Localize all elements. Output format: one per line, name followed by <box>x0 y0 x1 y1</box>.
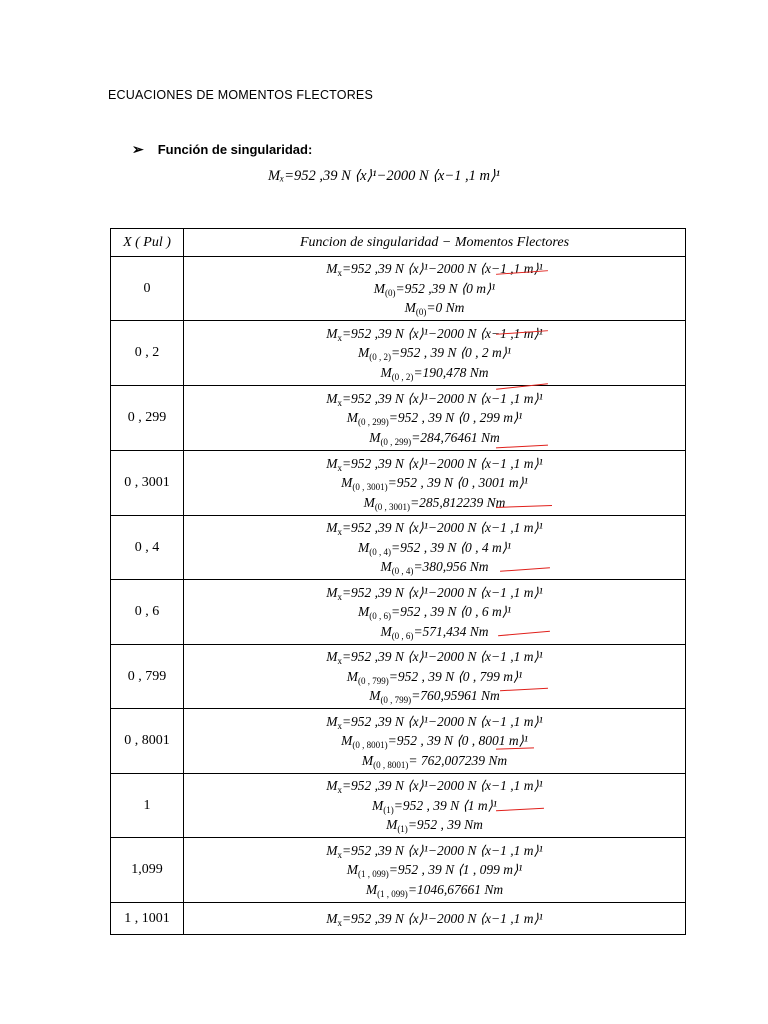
equation-line <box>184 428 685 448</box>
table-row <box>111 257 686 321</box>
equation-text: =952 ,39 N ⟨x⟩¹−2000 N ⟨x−1 ,1 m⟩¹ <box>341 455 543 471</box>
equation-line <box>184 622 685 642</box>
moment-symbol: M <box>326 713 338 729</box>
moment-subscript: (0 , 6) <box>391 630 414 641</box>
moment-subscript: x <box>337 849 342 860</box>
table-row <box>111 645 686 709</box>
moment-symbol: M <box>346 862 358 878</box>
equation-line <box>184 647 685 667</box>
arrow-bullet-icon: ➢ <box>132 141 144 157</box>
moment-subscript: (0 , 799) <box>357 675 389 686</box>
equation-line <box>184 712 685 732</box>
equation-text: =952 ,39 N ⟨x⟩¹−2000 N ⟨x−1 ,1 m⟩¹ <box>341 325 543 341</box>
x-value-cell: 1 <box>111 774 184 838</box>
moment-symbol: M <box>326 520 338 536</box>
x-value-cell: 0 , 299 <box>111 386 184 451</box>
equation-text: =952 ,39 N ⟨x⟩¹−2000 N ⟨x−1 ,1 m⟩¹ <box>341 713 543 729</box>
moment-symbol: M <box>326 910 338 926</box>
moment-symbol: M <box>357 604 370 620</box>
moments-table <box>110 228 686 935</box>
moment-symbol: M <box>346 410 358 426</box>
equation-text: =952 , 39 N ⟨0 , 6 m⟩¹ <box>390 604 512 620</box>
moment-subscript: x <box>337 785 342 796</box>
equation-line <box>184 602 685 622</box>
table-row <box>111 903 686 935</box>
moment-subscript: (0 , 299) <box>380 436 412 447</box>
equation-line <box>184 815 685 835</box>
equation-line <box>184 880 685 900</box>
moment-symbol: M <box>380 623 392 639</box>
equation-text: =952 , 39 N ⟨0 , 4 m⟩¹ <box>390 539 512 555</box>
equation-text: =952 , 39 N ⟨0 , 8001 m⟩¹ <box>387 733 528 749</box>
moment-symbol: M <box>369 429 381 445</box>
equation-text: =952 ,39 N ⟨x⟩¹−2000 N ⟨x−1 ,1 m⟩¹ <box>341 778 543 794</box>
equation-line <box>184 279 685 299</box>
equation-text: =952 , 39 N ⟨0 , 299 m⟩¹ <box>388 410 523 426</box>
x-value-cell: 1 , 1001 <box>111 903 184 935</box>
table-row <box>111 386 686 451</box>
moment-symbol: M <box>326 584 338 600</box>
table-row <box>111 516 686 580</box>
moment-subscript: x <box>337 656 342 667</box>
equation-text: =952 ,39 N ⟨x⟩¹−2000 N ⟨x−1 ,1 m⟩¹ <box>341 520 543 536</box>
x-value-cell: 0 , 3001 <box>111 451 184 516</box>
table-row <box>111 580 686 645</box>
equation-cell <box>184 580 686 645</box>
equation-line <box>184 557 685 577</box>
equation-cell <box>184 516 686 580</box>
moment-symbol: M <box>386 817 398 833</box>
equation-cell <box>184 386 686 451</box>
equation-line <box>184 860 685 880</box>
document-heading: ECUACIONES DE MOMENTOS FLECTORES <box>108 88 374 102</box>
moment-subscript: x <box>337 268 342 279</box>
moment-symbol: M <box>372 797 384 813</box>
moment-symbol: M <box>357 539 370 555</box>
moment-subscript: x <box>337 917 342 928</box>
header-equation: Funcion de singularidad − Momentos Flectores <box>184 229 686 257</box>
equation-text: =952 ,39 N ⟨x⟩¹−2000 N ⟨x−1 ,1 m⟩¹ <box>341 649 543 665</box>
equation-cell <box>184 774 686 838</box>
moment-symbol: M <box>341 733 353 749</box>
equation-text: =284,76461 Nm <box>411 429 500 445</box>
equation-line <box>184 667 685 687</box>
equation-text: =952 ,39 N ⟨x⟩¹−2000 N ⟨x−1 ,1 m⟩¹ <box>341 910 543 926</box>
moment-subscript: (0) <box>384 287 396 298</box>
moment-subscript: x <box>337 720 342 731</box>
moment-symbol: M <box>369 688 381 704</box>
moment-symbol: M <box>404 300 416 316</box>
x-value-cell: 1,099 <box>111 838 184 903</box>
equation-line <box>184 731 685 751</box>
equation-line <box>184 841 685 861</box>
moment-subscript: (0 , 2) <box>391 371 414 382</box>
moment-subscript: (1) <box>397 824 408 835</box>
equation-text: =285,812239 Nm <box>410 494 506 510</box>
equation-line <box>184 493 685 513</box>
equation-text: =952 , 39 Nm <box>407 817 483 833</box>
table-row <box>111 451 686 516</box>
equation-text: =952 ,39 N ⟨x⟩¹−2000 N ⟨x−1 ,1 m⟩¹ <box>341 390 543 406</box>
moment-symbol: M <box>363 494 375 510</box>
equation-text: =952 , 39 N ⟨1 m⟩¹ <box>393 797 497 813</box>
moment-symbol: M <box>380 559 392 575</box>
moment-subscript: (0 , 4) <box>391 566 414 577</box>
moment-subscript: (0 , 8001) <box>352 740 388 751</box>
equation-text: =1046,67661 Nm <box>407 881 504 897</box>
equation-line <box>184 686 685 706</box>
moment-subscript: (0 , 3001) <box>352 482 388 493</box>
x-value-cell: 0 , 2 <box>111 321 184 386</box>
moment-subscript: (1 , 099) <box>377 888 408 899</box>
header-x: X ( Pul ) <box>111 229 184 257</box>
equation-cell <box>184 645 686 709</box>
equation-text: =952 , 39 N ⟨0 , 2 m⟩¹ <box>390 345 512 361</box>
x-value-cell: 0 , 4 <box>111 516 184 580</box>
equation-text: =952 ,39 N ⟨x⟩¹−2000 N ⟨x−1 ,1 m⟩¹ <box>341 584 543 600</box>
moment-subscript: x <box>337 397 342 408</box>
equation-line <box>184 454 685 474</box>
equation-text: =952 , 39 N ⟨1 , 099 m⟩¹ <box>388 862 523 878</box>
equation-text: = 762,007239 Nm <box>408 752 508 768</box>
moment-subscript: x <box>337 591 342 602</box>
moment-symbol: M <box>361 752 374 768</box>
equation-line <box>184 518 685 538</box>
x-value-cell: 0 , 799 <box>111 645 184 709</box>
moment-subscript: (0 , 299) <box>357 417 389 428</box>
equation-text: =952 ,39 N ⟨x⟩¹−2000 N ⟨x−1 ,1 m⟩¹ <box>341 261 543 277</box>
equation-line <box>184 363 685 383</box>
equation-text: =952 , 39 N ⟨0 , 3001 m⟩¹ <box>387 475 528 491</box>
moment-subscript: (0 , 6) <box>369 611 391 622</box>
x-value-cell: 0 <box>111 257 184 321</box>
bullet-item <box>132 141 312 158</box>
table-row <box>111 774 686 838</box>
equation-cell <box>184 257 686 321</box>
moment-symbol: M <box>326 455 338 471</box>
equation-text: =0 Nm <box>426 300 465 316</box>
moment-subscript: (1) <box>383 804 394 815</box>
moment-symbol: M <box>357 345 370 361</box>
equation-cell <box>184 838 686 903</box>
equation-cell <box>184 321 686 386</box>
moment-symbol: M <box>341 475 353 491</box>
table-header-row <box>111 229 686 257</box>
equation-text: =952 ,39 N ⟨0 m⟩¹ <box>395 280 496 296</box>
moment-symbol: M <box>373 280 385 296</box>
equation-line <box>184 796 685 816</box>
equation-text: =190,478 Nm <box>413 364 489 380</box>
x-value-cell: 0 , 8001 <box>111 709 184 774</box>
equation-cell <box>184 903 686 935</box>
singularity-formula: Mₓ=952 ,39 N ⟨x⟩¹−2000 N ⟨x−1 ,1 m⟩¹ <box>268 168 500 184</box>
table-row <box>111 709 686 774</box>
table-row <box>111 321 686 386</box>
equation-text: =952 , 39 N ⟨0 , 799 m⟩¹ <box>388 668 523 684</box>
equation-line <box>184 909 685 929</box>
equation-line <box>184 324 685 344</box>
moment-subscript: (0 , 3001) <box>374 501 411 512</box>
moment-symbol: M <box>346 668 358 684</box>
moment-subscript: (0) <box>415 307 427 318</box>
moment-subscript: (1 , 099) <box>357 869 389 880</box>
equation-line <box>184 776 685 796</box>
equation-line <box>184 389 685 409</box>
moment-symbol: M <box>326 842 338 858</box>
moment-subscript: (0 , 799) <box>380 695 412 706</box>
moment-symbol: M <box>326 390 338 406</box>
equation-text: =380,956 Nm <box>413 559 489 575</box>
moment-symbol: M <box>326 778 338 794</box>
moment-symbol: M <box>326 325 338 341</box>
equation-cell <box>184 451 686 516</box>
table-row <box>111 838 686 903</box>
moment-subscript: (0 , 2) <box>369 352 391 363</box>
equation-line <box>184 408 685 428</box>
moment-subscript: x <box>337 527 342 538</box>
equation-line <box>184 259 685 279</box>
moment-symbol: M <box>380 364 392 380</box>
moment-subscript: x <box>337 462 342 473</box>
moment-symbol: M <box>326 649 338 665</box>
moment-symbol: M <box>326 261 338 277</box>
moment-subscript: (0 , 4) <box>369 546 391 557</box>
equation-line <box>184 751 685 771</box>
equation-text: =571,434 Nm <box>413 623 489 639</box>
equation-text: =760,95961 Nm <box>411 688 500 704</box>
equation-line <box>184 583 685 603</box>
equation-cell <box>184 709 686 774</box>
x-value-cell: 0 , 6 <box>111 580 184 645</box>
moment-subscript: x <box>337 332 342 343</box>
moment-subscript: (0 , 8001) <box>373 759 409 770</box>
equation-line <box>184 343 685 363</box>
equation-line <box>184 473 685 493</box>
equation-line <box>184 538 685 558</box>
equation-line <box>184 298 685 318</box>
equation-text: =952 ,39 N ⟨x⟩¹−2000 N ⟨x−1 ,1 m⟩¹ <box>341 842 543 858</box>
bullet-label: Función de singularidad: <box>157 142 313 157</box>
moment-symbol: M <box>365 881 378 897</box>
